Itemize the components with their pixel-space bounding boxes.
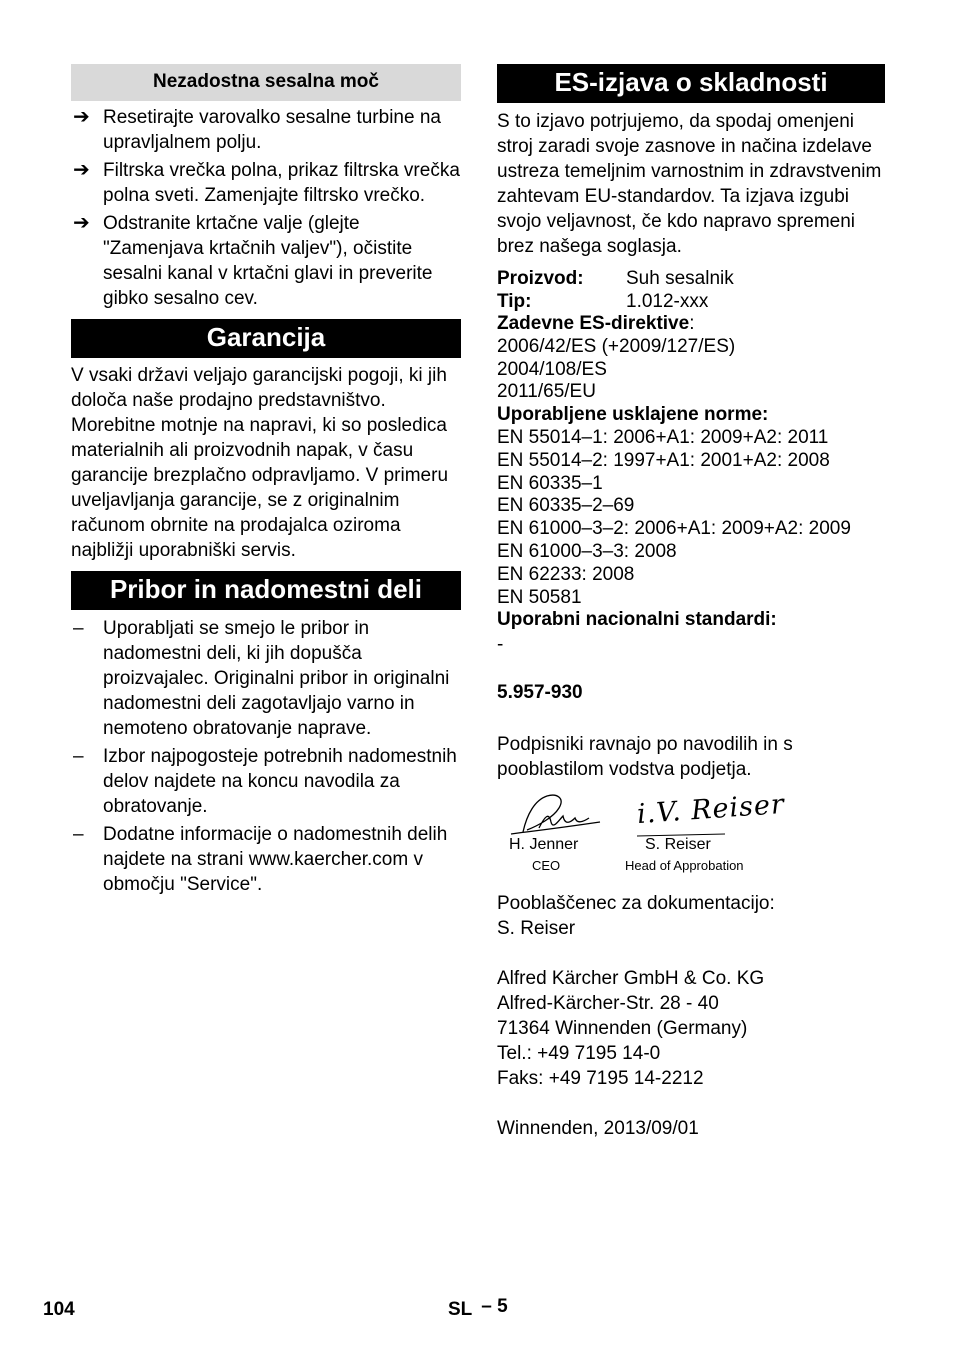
arrow-right-icon: ➔ [73, 159, 90, 181]
directive-line: 2004/108/ES [497, 358, 607, 380]
directive-line: 2011/65/EU [497, 381, 596, 403]
language-code: SL [448, 1299, 472, 1320]
directives-colon: : [689, 313, 695, 334]
product-row [497, 267, 885, 290]
norm-line: EN 61000–3–3: 2008 [497, 540, 677, 562]
accessories-heading: Pribor in nadomestni deli [71, 571, 461, 610]
norm-line: EN 50581 [497, 586, 582, 608]
list-item [71, 744, 461, 819]
declaration-heading: ES-izjava o skladnosti [497, 64, 885, 103]
address-line: Alfred-Kärcher-Str. 28 - 40 [497, 992, 719, 1014]
doc-authorized-label: Pooblaščenec za dokumentacijo: [497, 892, 775, 914]
product-info [497, 267, 885, 657]
list-item-text: Odstranite krtačne valje (glejte "Zamenjava krtačnih valjev"), očistite sesalni kanal v krtačni glavi in preverite gibko sesalno cev. [103, 213, 433, 309]
list-item-text: Dodatne informacije o nadomestnih delih najdete na strani www.kaercher.com v območju "Service". [103, 824, 448, 895]
reiser-handwriting: i.V. Reiser [636, 788, 786, 830]
arrow-right-icon: ➔ [73, 212, 90, 234]
product-label: Proizvod: [497, 268, 584, 289]
list-item-text: Uporabljati se smejo le pribor in nadomestni deli, ki jih dopušča proizvajalec. Originalni pribor in originalni nadomestni deli zagotavljajo varno in nemoteno obratovanje naprave. [103, 618, 450, 739]
footer-language-page [448, 1296, 508, 1321]
signature-block [497, 788, 885, 886]
list-item [71, 105, 461, 155]
list-item [71, 616, 461, 741]
page-number: 104 [43, 1299, 75, 1320]
signer-1-title: CEO [532, 857, 561, 873]
warranty-text: V vsaki državi veljajo garancijski pogoji, ki jih določa naše prodajno predstavništvo. Morebitne motnje na napravi, ki so posledica materialnih ali proizvodnih napak, v času garancije brezplačno odpravljamo. V primeru uveljavljanja garancije, se z originalnim računom obrnite na prodajalca oziroma najbližji uporabniški servis. [71, 365, 449, 561]
signatories-text: Podpisniki ravnajo po navodilih in s pooblastilom vodstva podjetja. [497, 733, 793, 780]
document-number: 5.957-930 [497, 681, 583, 703]
type-value: 1.012-xxx [626, 291, 709, 312]
type-label: Tip: [497, 291, 532, 312]
company-address [497, 966, 885, 1091]
arrow-right-icon: ➔ [73, 106, 90, 128]
norm-line: EN 62233: 2008 [497, 563, 635, 585]
directives-label-row [497, 313, 885, 336]
address-line: Tel.: +49 7195 14-0 [497, 1042, 661, 1064]
signer-1-name: H. Jenner [509, 835, 579, 853]
norm-line: EN 60335–2–69 [497, 495, 635, 517]
jenner-signature [505, 792, 605, 840]
list-item-text: Filtrska vrečka polna, prikaz filtrska vrečka polna sveti. Zamenjajte filtrsko vrečko. [103, 160, 460, 206]
doc-authorized-name: S. Reiser [497, 917, 576, 939]
right-column [497, 64, 885, 1141]
norm-line: EN 55014–2: 1997+A1: 2001+A2: 2008 [497, 449, 830, 471]
dash-bullet: – [73, 618, 84, 639]
norm-line: EN 60335–1 [497, 472, 603, 494]
section-page: – 5 [481, 1296, 508, 1317]
address-line: Alfred Kärcher GmbH & Co. KG [497, 967, 765, 989]
left-column [71, 64, 461, 897]
address-line: Faks: +49 7195 14-2212 [497, 1067, 704, 1089]
signer-2-title: Head of Approbation [625, 857, 744, 873]
list-item [71, 211, 461, 311]
warranty-heading: Garancija [71, 319, 461, 358]
address-line: 71364 Winnenden (Germany) [497, 1017, 748, 1039]
directive-line: 2006/42/ES (+2009/127/ES) [497, 335, 736, 357]
dash-bullet: – [73, 746, 84, 767]
product-value: Suh sesalnik [626, 268, 734, 289]
type-row [497, 290, 885, 313]
list-item [71, 158, 461, 208]
national-standards-label: Uporabni nacionalni standardi: [497, 609, 777, 631]
declaration-intro: S to izjavo potrjujemo, da spodaj omenjeni stroj zaradi svoje zasnove in načina izdelave ustreza temeljnim varnostnim in zdravstvenim zahtevam EU-standardov. Ta izjava izgubi svojo veljavnost, če kdo napravo spremeni brez našega soglasja. [497, 111, 882, 257]
signer-2-name: S. Reiser [645, 835, 711, 853]
dash-bullet: – [73, 824, 84, 845]
norms-label: Uporabljene usklajene norme: [497, 404, 769, 426]
place-date: Winnenden, 2013/09/01 [497, 1117, 699, 1139]
list-item [71, 822, 461, 897]
norm-line: EN 61000–3–2: 2006+A1: 2009+A2: 2009 [497, 518, 851, 540]
list-item-text: Resetirajte varovalko sesalne turbine na upravljalnem polju. [103, 107, 441, 153]
norm-line: EN 55014–1: 2006+A1: 2009+A2: 2011 [497, 426, 829, 448]
suction-heading: Nezadostna sesalna moč [71, 64, 461, 101]
list-item-text: Izbor najpogosteje potrebnih nadomestnih delov najdete na koncu navodila za obratovanje. [103, 746, 457, 817]
national-standards-value: - [497, 634, 504, 656]
directives-label: Zadevne ES-direktive [497, 313, 690, 334]
